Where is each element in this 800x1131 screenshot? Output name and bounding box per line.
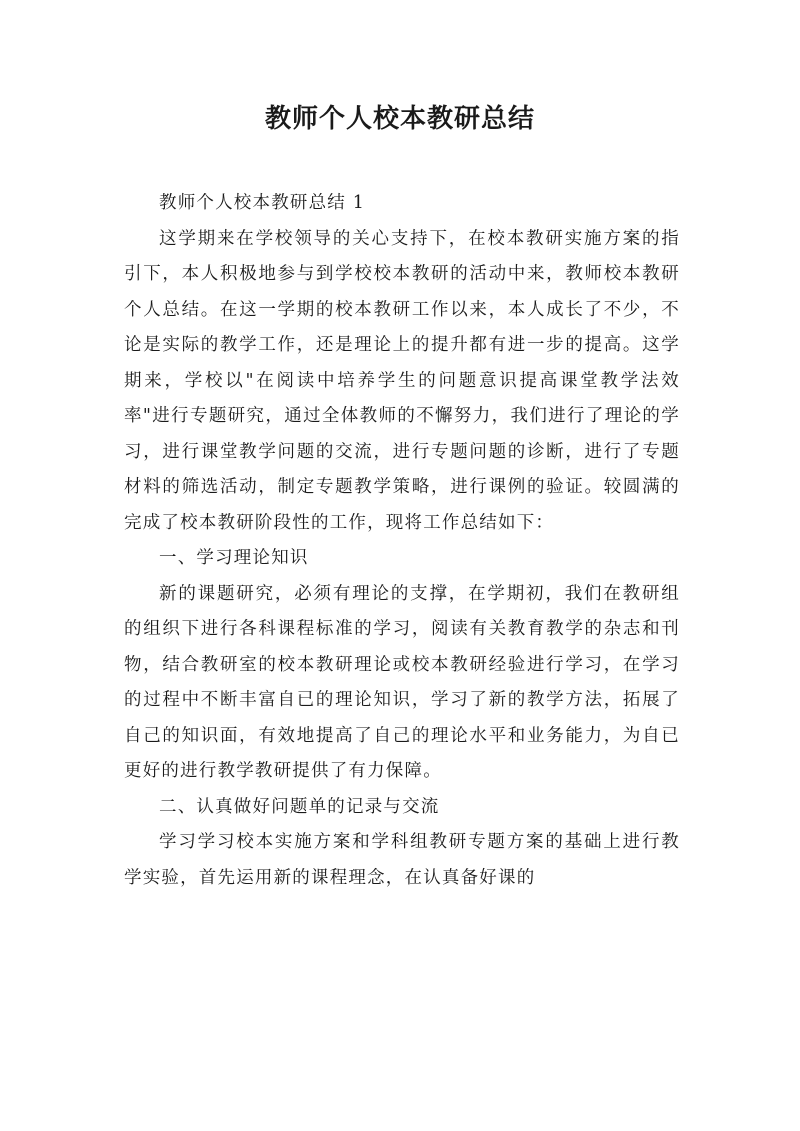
paragraph-section-2: 学习学习校本实施方案和学科组教研专题方案的基础上进行教学实验，首先运用新的课程理念，在认真备好课的 [124, 832, 680, 888]
document-title: 教师个人校本教研总结 [264, 104, 535, 134]
section-heading-2: 二、认真做好问题单的记录与交流 [159, 796, 440, 817]
document-body [124, 186, 680, 896]
section-heading-1: 一、学习理论知识 [159, 548, 309, 568]
paragraph-section-1: 新的课题研究，必须有理论的支撑，在学期初，我们在教研组的组织下进行各科课程标准的学习，阅读有关教育教学的杂志和刊物，结合教研室的校本教研理论或校本教研经验进行学习，在学习的过程中不断丰富自已的理论知识，学习了新的教学方法，拓展了自己的知识面，有效地提高了自己的理论水平和业务能力，为自已更好的进行教学教研提供了有力保障。 [124, 583, 680, 781]
paragraph-intro: 这学期来在学校领导的关心支持下，在校本教研实施方案的指引下，本人积极地参与到学校校本教研的活动中来，教师校本教研个人总结。在这一学期的校本教研工作以来，本人成长了不少，不论是实际的教学工作，还是理论上的提升都有进一步的提高。这学期来，学校以"在阅读中培养学生的问题意识提高课堂教学法效率"进行专题研究，通过全体教师的不懈努力，我们进行了理论的学习，进行课堂教学问题的交流，进行专题问题的诊断，进行了专题材料的筛选活动，制定专题教学策略，进行课例的验证。较圆满的完成了校本教研阶段性的工作，现将工作总结如下： [124, 228, 680, 533]
paragraph-subtitle: 教师个人校本教研总结 1 [159, 193, 366, 213]
